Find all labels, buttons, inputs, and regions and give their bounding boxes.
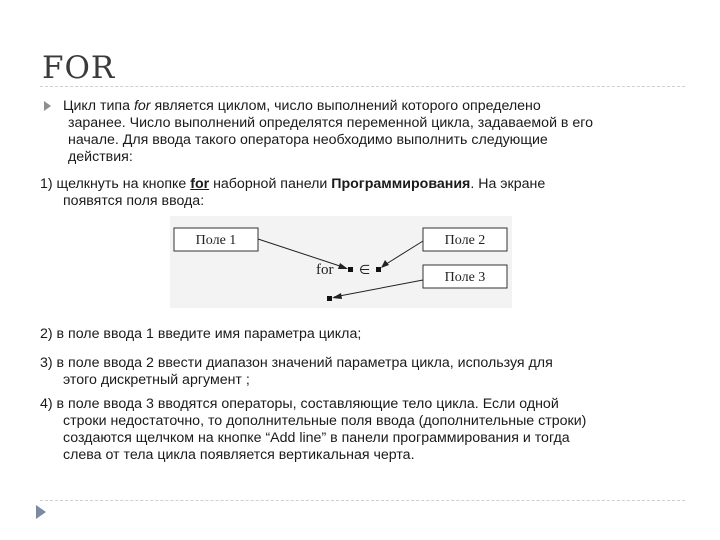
intro-text: заранее. Число выполнений определятся переменной цикла, задаваемой в его [68,115,594,131]
step-text: 3) в поле ввода 2 ввести диапазон значений параметра цикла, используя для [40,355,553,371]
intro-text: является циклом, число выполнений которого определено [150,98,541,114]
intro-text: действия: [68,149,133,165]
for-loop-diagram [170,216,512,308]
element-of-symbol: ∈ [359,263,371,278]
step-text: появятся поля ввода: [63,193,205,209]
step-text: создаются щелчком на кнопке “Add line” в панели программирования и тогда [63,430,570,446]
field-1-label: Поле 1 [195,233,237,248]
footer-divider [40,500,685,501]
for-operator-keyword: for [316,262,334,278]
title-divider [40,86,685,87]
step-text: 1) щелкнуть на кнопке [40,176,191,192]
step-text: этого дискретный аргумент ; [63,372,250,388]
placeholder-2 [376,267,381,272]
panel-name: Программирования [331,176,471,192]
step-text: 4) в поле ввода 3 вводятся операторы, составляющие тело цикла. Если одной [40,396,559,412]
placeholder-1 [348,267,353,272]
intro-text: начале. Для ввода такого оператора необходимо выполнить следующие [68,132,548,148]
step-3 [40,355,553,389]
intro-bullet [63,98,693,166]
step-text: слева от тела цикла появляется вертикальная черта. [63,447,415,463]
bullet-arrow-icon [44,101,51,111]
slide-title: FOR [42,50,116,86]
step-text: . На экране [470,176,546,192]
intro-text: Цикл типа [63,98,134,114]
step-2 [40,326,361,343]
step-text: строки недостаточно, то дополнительные поля ввода (дополнительные строки) [63,413,587,429]
next-slide-arrow-icon[interactable] [36,505,46,519]
field-2-label: Поле 2 [444,233,486,248]
step-1 [40,176,545,210]
field-3-label: Поле 3 [444,270,486,285]
for-keyword: for [133,98,151,114]
for-button-name: for [190,176,210,192]
placeholder-3 [327,296,332,301]
step-text: наборной панели [209,176,332,192]
step-text: 2) в поле ввода 1 введите имя параметра цикла; [40,326,362,342]
step-4 [40,396,586,464]
